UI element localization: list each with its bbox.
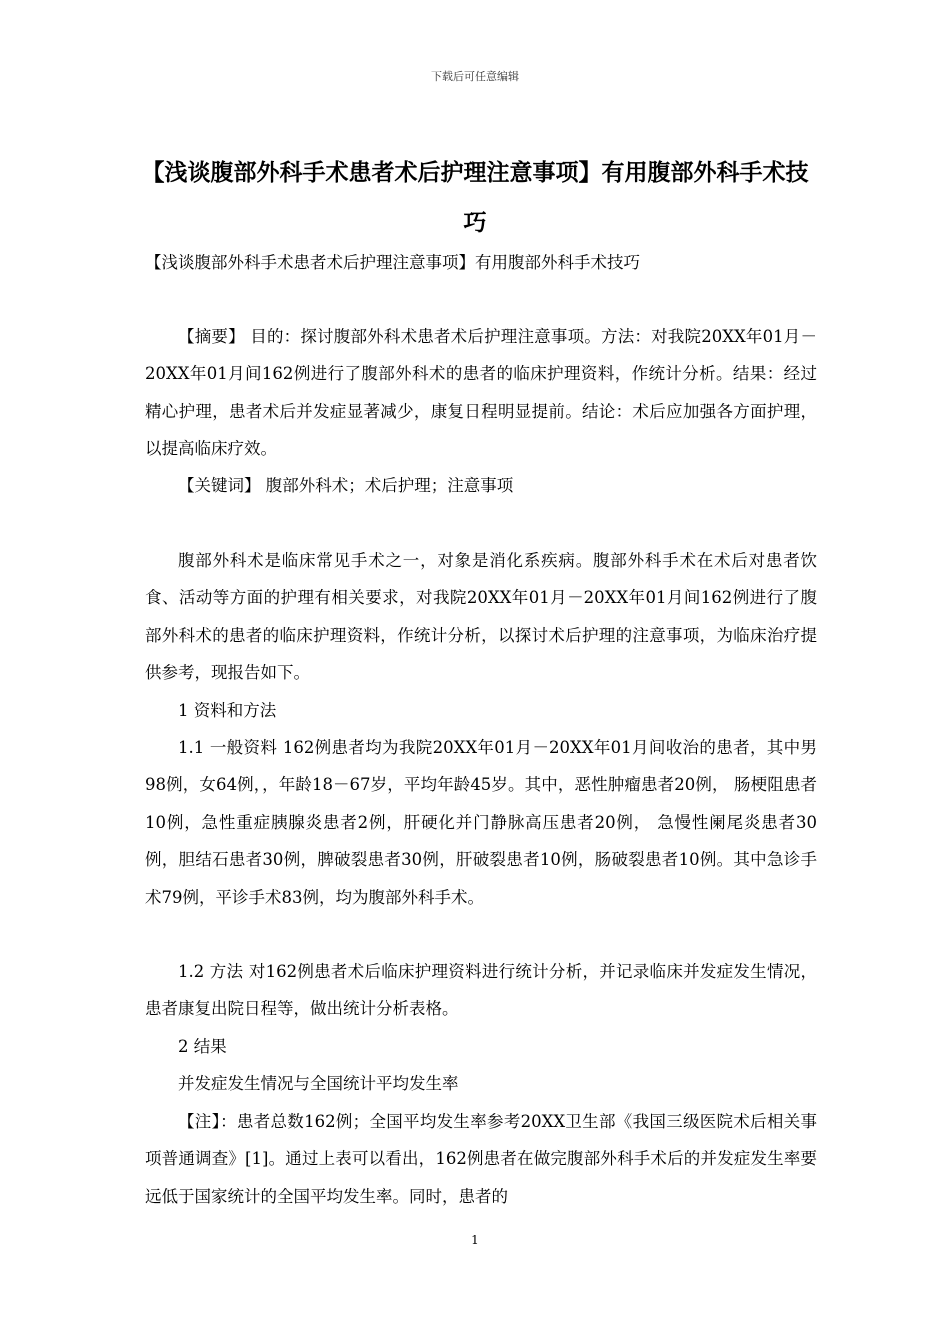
intro-paragraph: 腹部外科术是临床常见手术之一，对象是消化系疾病。腹部外科手术在术后对患者饮食、活动等方面的护理有相关要求，对我院20XX年01月－20XX年01月间162例进行了腹部外科术的患者的临床护理资料，作统计分析，以探讨术后护理的注意事项，为临床治疗提供参考，现报告如下。 — [145, 551, 817, 683]
method-paragraph: 1.2 方法 对162例患者术后临床护理资料进行统计分析，并记录临床并发症发生情况，患者康复出院日程等，做出统计分析表格。 — [145, 962, 817, 1019]
header-note: 下载后可任意编辑 — [431, 70, 519, 83]
results-caption: 并发症发生情况与全国统计平均发生率 — [178, 1074, 459, 1093]
page-number: 1 — [471, 1233, 479, 1247]
abstract-paragraph: 【摘要】 目的：探讨腹部外科术患者术后护理注意事项。方法：对我院20XX年01月－20XX年01月间162例进行了腹部外科术的患者的临床护理资料，作统计分析。结果：经过精心护理，患者术后并发症显著减少，康复日程明显提前。结论：术后应加强各方面护理，以提高临床疗效。 — [145, 327, 817, 459]
keywords-paragraph: 【关键词】 腹部外科术；术后护理；注意事项 — [178, 476, 514, 495]
note-paragraph: 【注】：患者总数162例；全国平均发生率参考20XX卫生部《我国三级医院术后相关事项普通调查》[1]。通过上表可以看出，162例患者在做完腹部外科手术后的并发症发生率要远低于国家统计的全国平均发生率。同时，患者的 — [145, 1112, 817, 1206]
document-subtitle: 【浅谈腹部外科手术患者术后护理注意事项】有用腹部外科手术技巧 — [145, 253, 640, 272]
section-heading-materials-methods: 1 资料和方法 — [178, 701, 277, 720]
general-data-paragraph: 1.1 一般资料 162例患者均为我院20XX年01月－20XX年01月间收治的患者，其中男98例，女64例，，年龄18－67岁，平均年龄45岁。其中，恶性肿瘤患者20例， 肠梗阻患者10例，急性重症胰腺炎患者2例，肝硬化并门静脉高压患者20例， 急慢性阑尾炎患者30例，胆结石患者30例，脾破裂患者30例，肝破裂患者10例，肠破裂患者10例。其中急诊手术79例，平诊手术83例，均为腹部外科手术。 — [145, 738, 817, 907]
document-title: 【浅谈腹部外科手术患者术后护理注意事项】有用腹部外科手术技巧 — [141, 160, 809, 236]
section-heading-results: 2 结果 — [178, 1037, 227, 1056]
